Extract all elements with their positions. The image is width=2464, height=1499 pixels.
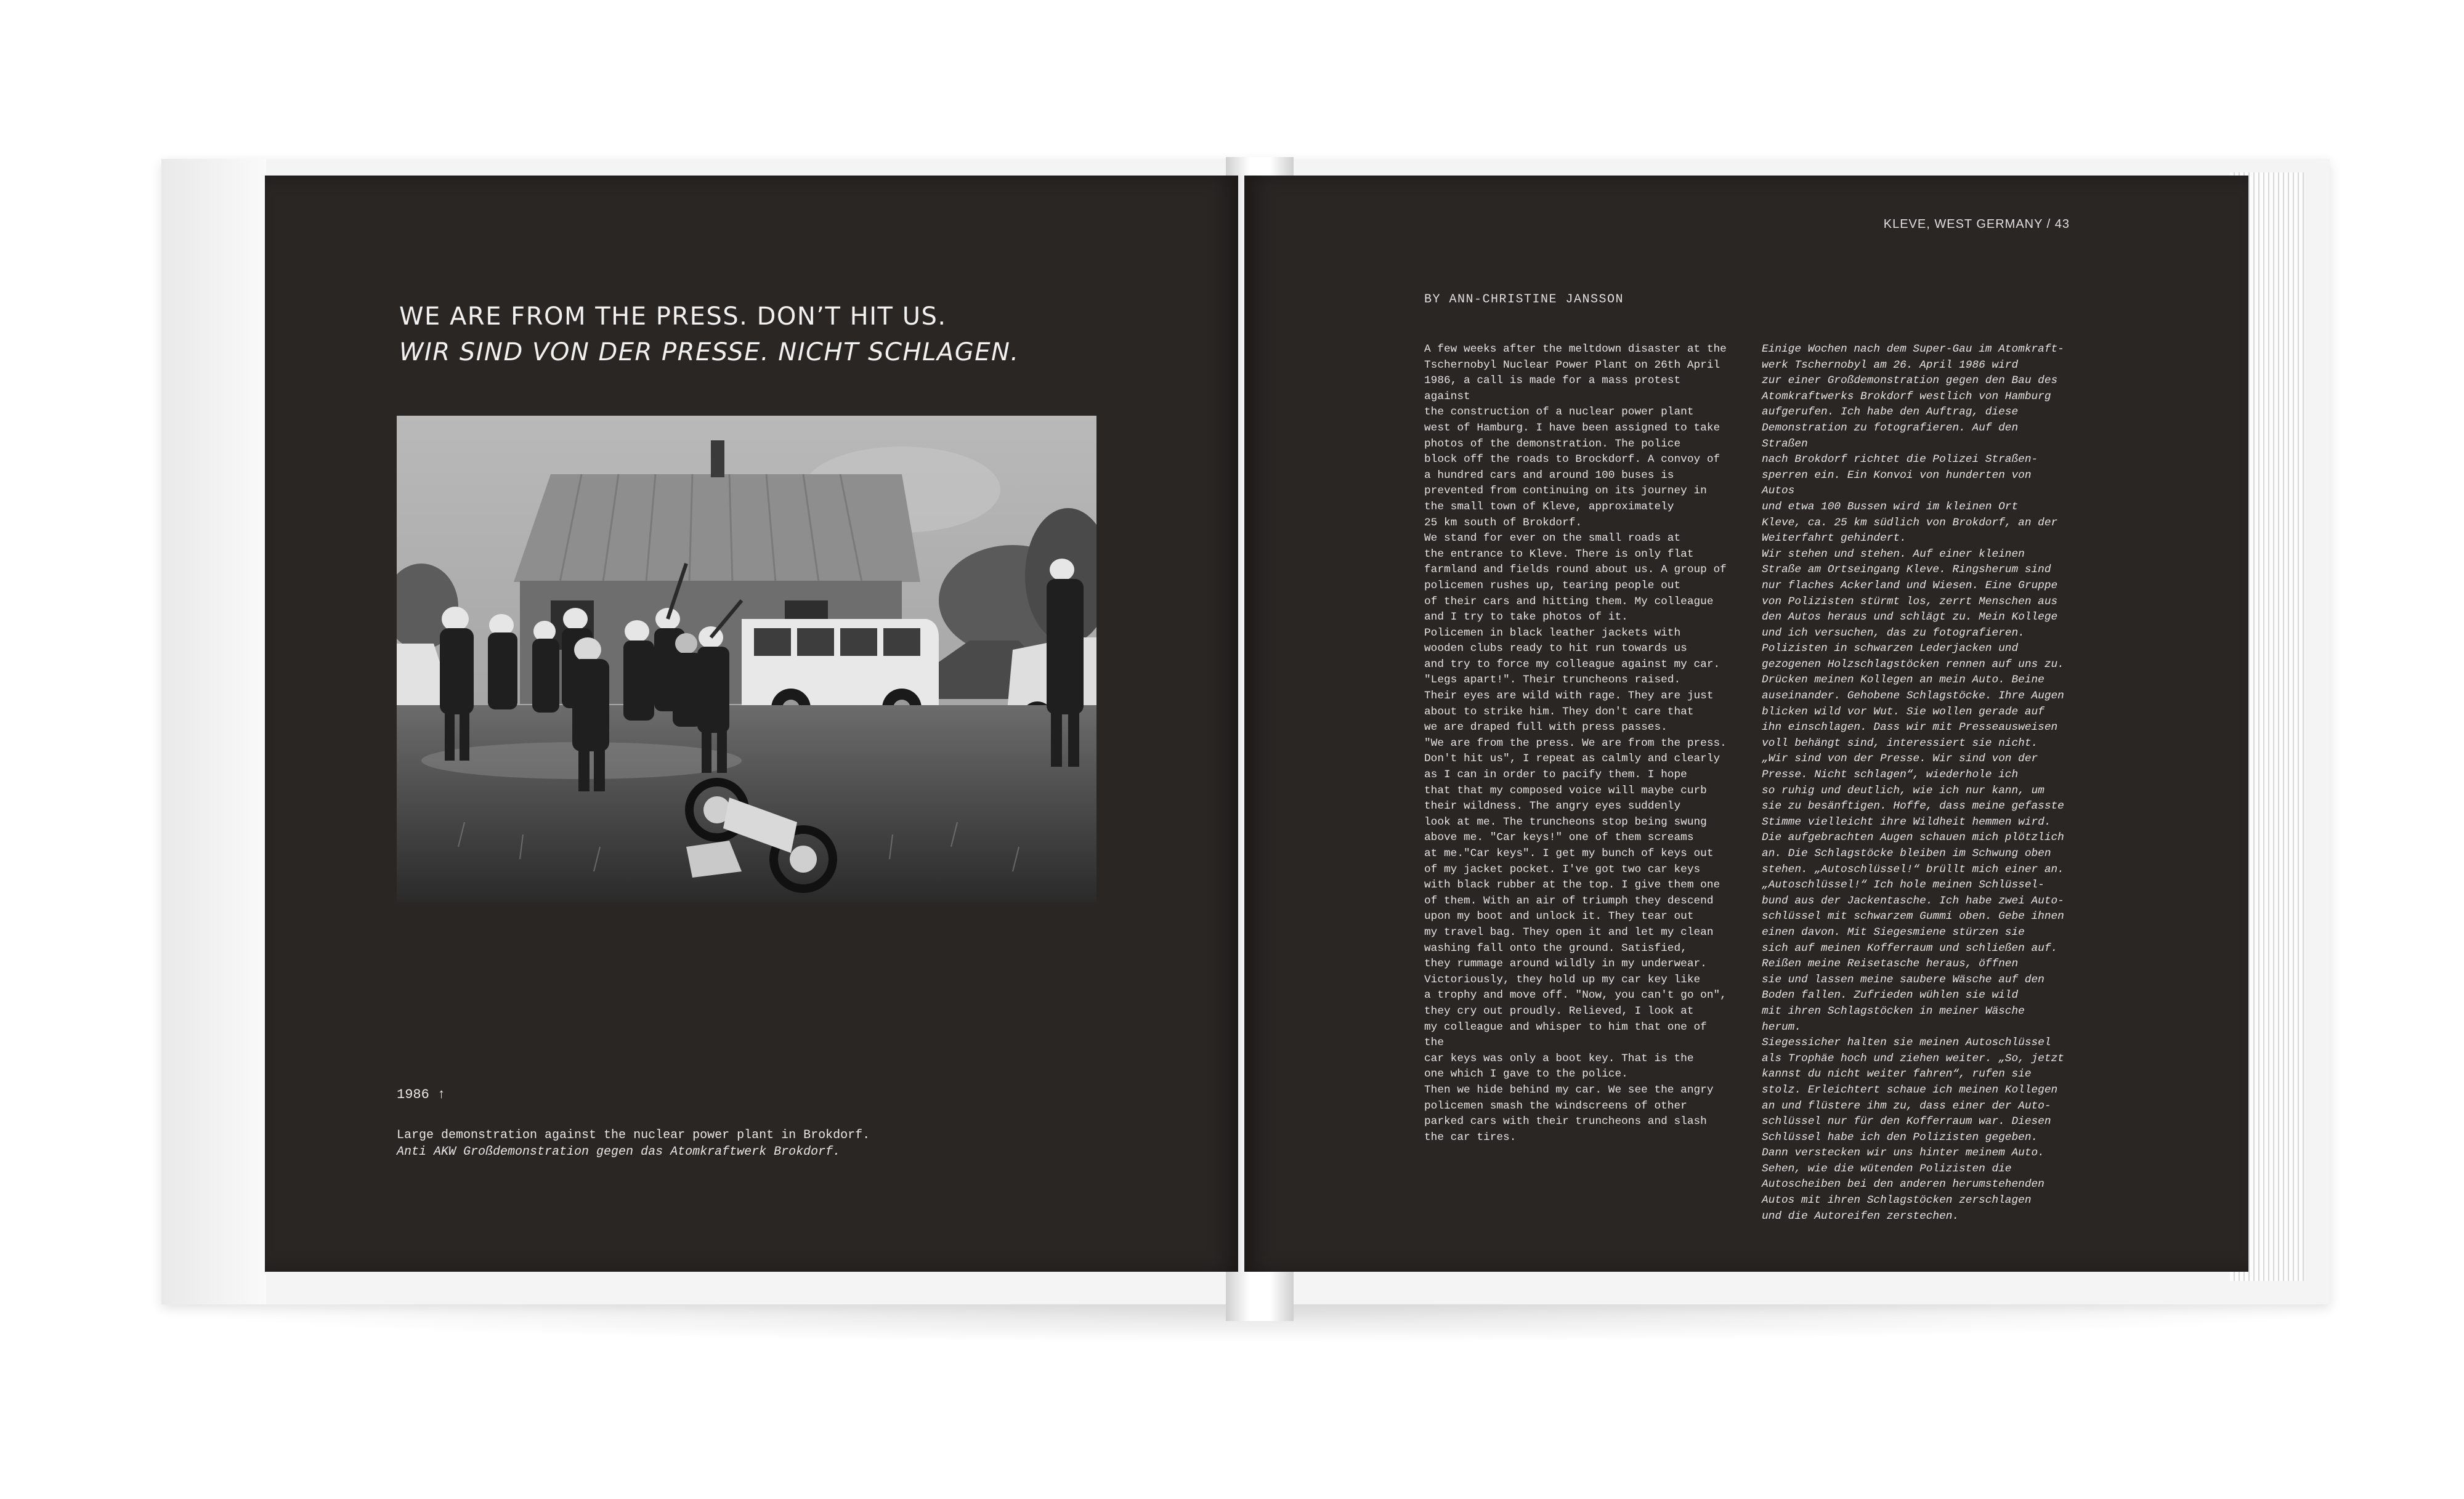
photo-caption <box>397 1127 870 1160</box>
caption-en: Large demonstration against the nuclear power plant in Brokdorf. <box>397 1128 870 1142</box>
caption-de: Anti AKW Großdemonstration gegen das Atomkraftwerk Brokdorf. <box>397 1145 841 1159</box>
photo-year: 1986 ↑ <box>397 1087 446 1102</box>
article-text-en: A few weeks after the meltdown disaster at the Tschernobyl Nuclear Power Plant on 26th April 1986, a call is made for a mass protest against the construction of a nuclear power plant west of Hamburg. I have been assigned to take photos of the demonstration. The police block off the roads to Brockdorf. A convoy of a hundred cars and around 100 buses is prevented from continuing on its journey in the small town of Kleve, approximately 25 km south of Brokdorf. We stand for ever on the small roads at the entrance to Kleve. There is only flat farmland and fields round about us. A group of policemen rushes up, tearing people out of their cars and hitting them. My colleague and I try to take photos of it. Policemen in black leather jackets with wooden clubs ready to hit run towards us and try to force my colleague against my car. "Legs apart!". Their truncheons raised. Their eyes are wild with rage. They are just about to strike him. They don't care that we are draped full with press passes. "We are from the press. We are from the press. Don't hit us", I repeat as calmly and clearly as I can in order to pacify them. I hope that that my composed voice will maybe curb their wildness. The angry eyes suddenly look at me. The truncheons stop being swung above me. "Car keys!" one of them screams at me."Car keys". I get my bunch of keys out of my jacket pocket. I've got two car keys with black rubber at the top. I give them one of them. With an air of triumph they descend upon my boot and unlock it. They tear out my travel bag. They open it and let my clean washing fall onto the ground. Satisfied, they rummage around wildly in my underwear. Victoriously, they hold up my car key like a trophy and move off. "Now, you can't go on", they cry out proudly. Relieved, I look at my colleague and whisper to him that one of the car keys was only a boot key. That is the one which I gave to the police. Then we hide behind my car. We see the angry policemen smash the windscreens of other parked cars with their truncheons and slash the car tires. <box>1424 343 1727 1144</box>
running-head: KLEVE, WEST GERMANY / 43 <box>1883 217 2070 231</box>
cover-edge <box>161 159 266 1304</box>
article-text-de: Einige Wochen nach dem Super-Gau im Atomkraft- werk Tschernobyl am 26. April 1986 wird zur einer Großdemonstration gegen den Bau des Atomkraftwerks Brokdorf westlich von Hamburg aufgerufen. Ich habe den Auftrag, diese Demonstration zu fotografieren. Auf den Straßen nach Brokdorf richtet die Polizei Straßen- sperren ein. Ein Konvoi von hunderten von Autos und etwa 100 Bussen wird im kleinen Ort Kleve, ca. 25 km südlich von Brokdorf, an der Weiterfahrt gehindert. Wir stehen und stehen. Auf einer kleinen Straße am Ortseingang Kleve. Ringsherum sind nur flaches Ackerland und Wiesen. Eine Gruppe von Polizisten stürmt los, zerrt Menschen aus den Autos heraus und schlägt zu. Mein Kollege und ich versuchen, das zu fotografieren. Polizisten in schwarzen Lederjacken und gezogenen Holzschlagstöcken rennen auf uns zu. Drücken meinen Kollegen an mein Auto. Beine auseinander. Gehobene Schlagstöcke. Ihre Augen blicken wild vor Wut. Sie wollen gerade auf ihn einschlagen. Dass wir mit Presseausweisen voll behängt sind, interessiert sie nicht. „Wir sind von der Presse. Wir sind von der Presse. Nicht schlagen“, wiederhole ich so ruhig und deutlich, wie ich nur kann, um sie zu besänftigen. Hoffe, dass meine gefasste Stimme vielleicht ihre Wildheit hemmen wird. Die aufgebrachten Augen schauen mich plötzlich an. Die Schlagstöcke bleiben im Schwung oben stehen. „Autoschlüssel!“ brüllt mich einer an. „Autoschlüssel!“ Ich hole meinen Schlüssel- bund aus der Jackentasche. Ich habe zwei Auto- schlüssel mit schwarzem Gummi oben. Gebe ihnen einen davon. Mit Siegesmiene stürzen sie sich auf meinen Kofferraum und schließen auf. Reißen meine Reisetasche heraus, öffnen sie und lassen meine saubere Wäsche auf den Boden fallen. Zufrieden wühlen sie wild mit ihren Schlagstöcken in meiner Wäsche herum. Siegessicher halten sie meinen Autoschlüssel als Trophäe hoch und ziehen weiter. „So, jetzt kannst du nicht weiter fahren“, rufen sie stolz. Erleichtert schaue ich meinen Kollegen an und flüstere ihm zu, dass einer der Auto- schlüssel nur für den Kofferraum war. Diesen Schlüssel habe ich den Polizisten gegeben. Dann verstecken wir uns hinter meinem Auto. Sehen, wie die wütenden Polizisten die Autoscheiben bei den anderen herumstehenden Autos mit ihren Schlagstöcken zerschlagen und die Autoreifen zerstechen. <box>1762 343 2064 1222</box>
headline <box>399 299 1019 370</box>
headline-en: WE ARE FROM THE PRESS. DON’T HIT US. <box>399 302 947 331</box>
byline: BY ANN-CHRISTINE JANSSON <box>1424 293 1624 307</box>
right-page <box>1244 176 2248 1272</box>
headline-de: WIR SIND VON DER PRESSE. NICHT SCHLAGEN. <box>399 338 1019 366</box>
demonstration-photo <box>397 416 1096 902</box>
left-page <box>265 176 1238 1272</box>
